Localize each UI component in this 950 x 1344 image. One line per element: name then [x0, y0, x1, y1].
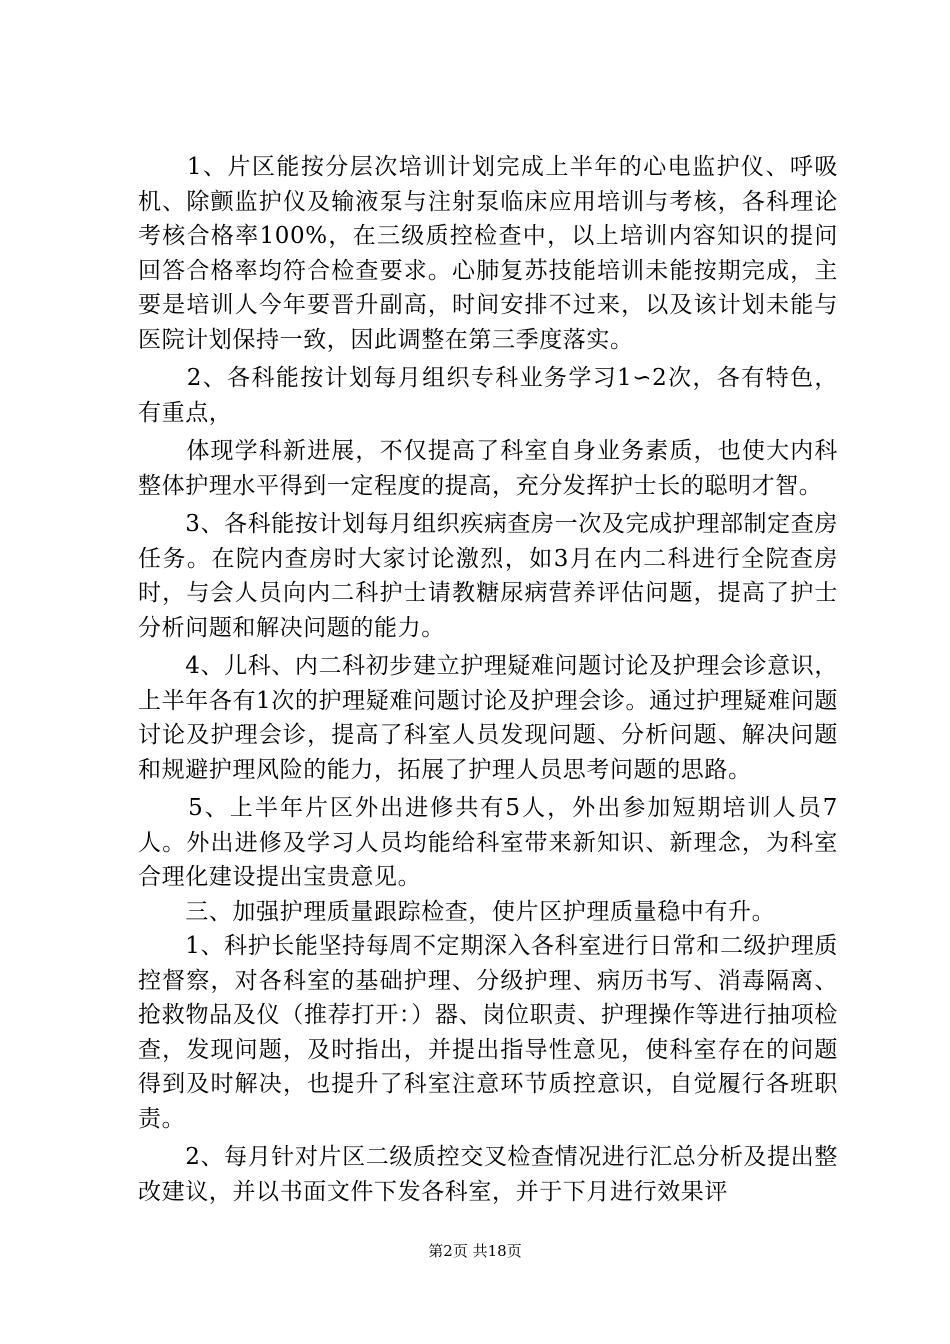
document-body: [138, 150, 838, 1209]
paragraph-training-plan: 1、片区能按分层次培训计划完成上半年的心电监护仪、呼吸机、除颤监护仪及输液泵与注射泵临床应用培训与考核，各科理论考核合格率100%，在三级质控检查中，以上培训内容知识的提问回答合格率均符合检查要求。心肺复苏技能培训未能按期完成，主要是培训人今年要晋升副高，时间安排不过来，以及该计划未能与医院计划保持一致，因此调整在第三季度落实。: [138, 154, 838, 353]
paragraph-difficult-cases: 4、儿科、内二科初步建立护理疑难问题讨论及护理会诊意识，上半年各有1次的护理疑难问题讨论及护理会诊。通过护理疑难问题讨论及护理会诊，提高了科室人员发现问题、分析问题、解决问题和规避护理风险的能力，拓展了护理人员思考问题的思路。: [138, 653, 838, 783]
paragraph-external-training: 5、上半年片区外出进修共有5人，外出参加短期培训人员7人。外出进修及学习人员均能给科室带来新知识、新理念，为科室合理化建设提出宝贵意见。: [138, 795, 838, 890]
page-footer: [0, 1240, 950, 1261]
section-heading-quality: 三、加强护理质量跟踪检查，使片区护理质量稳中有升。: [138, 898, 776, 925]
paragraph-specialty-study: 2、各科能按计划每月组织专科业务学习1∽2次，各有特色，有重点，: [138, 365, 838, 426]
paragraph-quality-inspection: 1、科护长能坚持每周不定期深入各科室进行日常和二级护理质控督察，对各科室的基础护理、分级护理、病历书写、消毒隔离、抢救物品及仪（推荐打开：）器、岗位职责、护理操作等进行抽项检查，发现问题，及时指出，并提出指导性意见，使科室存在的问题得到及时解决，也提升了科室注意环节质控意识，自觉履行各班职责。: [138, 933, 838, 1132]
page-number: 第2页 共18页: [428, 1242, 522, 1260]
paragraph-ward-rounds: 3、各科能按计划每月组织疾病查房一次及完成护理部制定查房任务。在院内查房时大家讨论激烈，如3月在内二科进行全院查房时，与会人员向内二科护士请教糖尿病营养评估问题，提高了护士分析问题和解决问题的能力。: [138, 511, 838, 641]
paragraph-discipline-progress: 体现学科新进展，不仅提高了科室自身业务素质，也使大内科整体护理水平得到一定程度的提高，充分发挥护士长的聪明才智。: [138, 438, 838, 499]
paragraph-monthly-analysis: 2、每月针对片区二级质控交叉检查情况进行汇总分析及提出整改建议，并以书面文件下发各科室，并于下月进行效果评: [138, 1144, 838, 1205]
